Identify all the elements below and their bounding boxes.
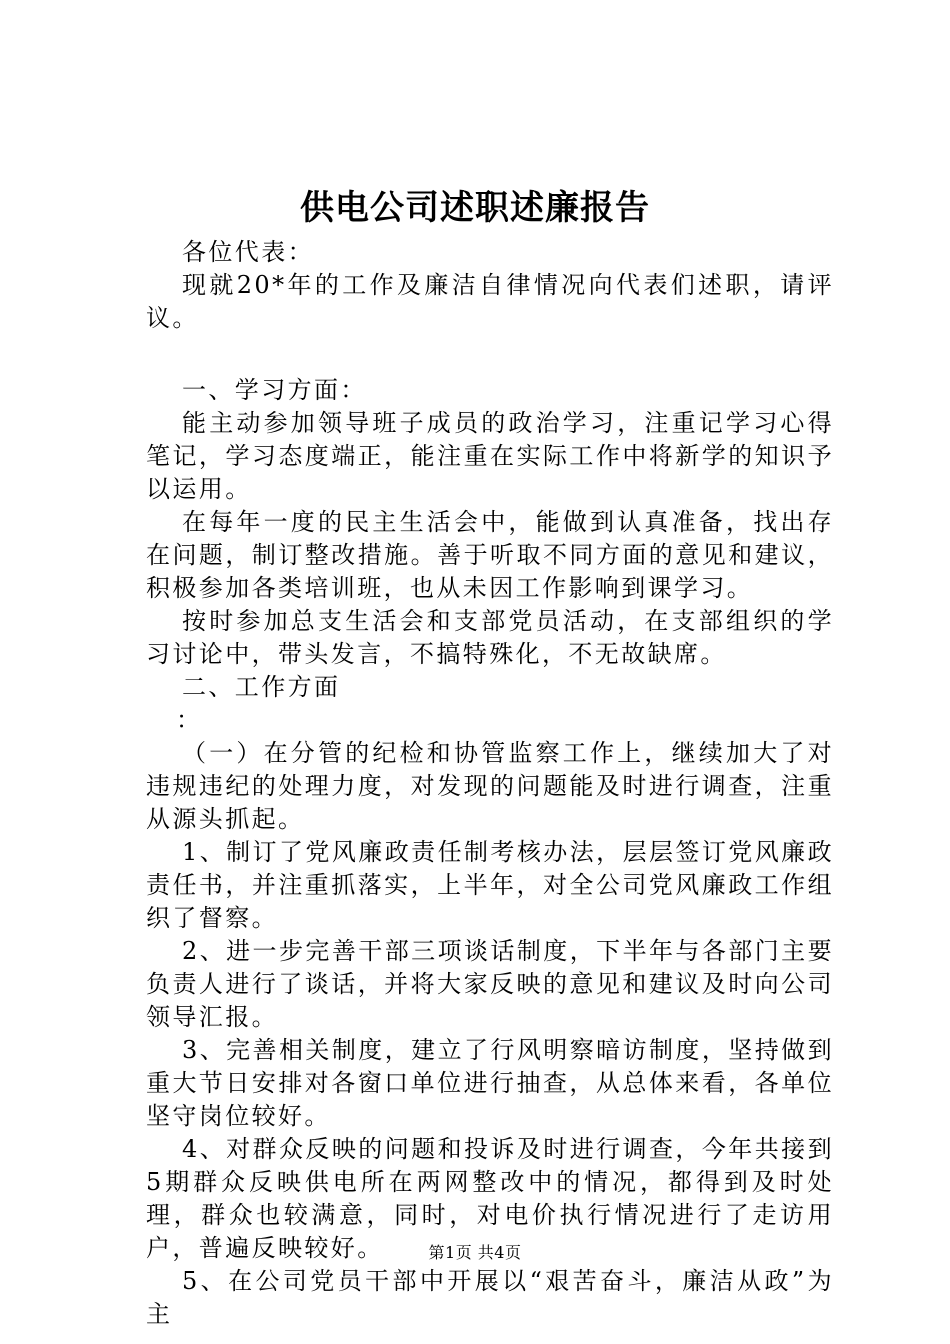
work-item-4: 4、对群众反映的问题和投诉及时进行调查，今年共接到5期群众反映供电所在两网整改中的情况，都得到及时处理，群众也较满意，同时，对电价执行情况进行了走访用户，普遍反映较好。 <box>146 1135 834 1262</box>
document-title: 供电公司述职述廉报告 <box>300 188 650 228</box>
study-paragraph-1: 能主动参加领导班子成员的政治学习，注重记学习心得笔记，学习态度端正，能注重在实际工作中将新学的知识予以运用。 <box>146 409 834 503</box>
work-paragraph-1: （一）在分管的纪检和协管监察工作上，继续加大了对违规违纪的处理力度，对发现的问题能及时进行调查，注重从源头抓起。 <box>146 739 834 833</box>
section-heading-colon: ： <box>176 706 200 734</box>
intro-paragraph: 现就20*年的工作及廉洁自律情况向代表们述职，请评议。 <box>146 271 834 332</box>
document-body <box>146 236 834 1331</box>
work-item-3: 3、完善相关制度，建立了行风明察暗访制度，坚持做到重大节日安排对各窗口单位进行抽查，从总体来看，各单位坚守岗位较好。 <box>146 1036 834 1130</box>
work-item-1: 1、制订了党风廉政责任制考核办法，层层签订党风廉政责任书，并注重抓落实，上半年，对全公司党风廉政工作组织了督察。 <box>146 838 834 932</box>
work-item-2: 2、进一步完善干部三项谈话制度，下半年与各部门主要负责人进行了谈话，并将大家反映的意见和建议及时向公司领导汇报。 <box>146 937 834 1031</box>
section-heading-study: 一、学习方面： <box>182 376 367 404</box>
salutation: 各位代表： <box>182 238 314 266</box>
section-heading-work: 二、工作方面 <box>182 673 341 701</box>
paragraph-gap <box>146 335 834 374</box>
study-paragraph-3: 按时参加总支生活会和支部党员活动，在支部组织的学习讨论中，带头发言，不搞特殊化，不无故缺席。 <box>146 607 834 668</box>
page-footer: 第1页 共4页 <box>428 1243 522 1262</box>
work-item-5: 5、在公司党员干部中开展以“艰苦奋斗，廉洁从政”为主 <box>146 1267 834 1328</box>
study-paragraph-2: 在每年一度的民主生活会中，能做到认真准备，找出存在问题，制订整改措施。善于听取不同方面的意见和建议，积极参加各类培训班，也从未因工作影响到课学习。 <box>146 508 834 602</box>
